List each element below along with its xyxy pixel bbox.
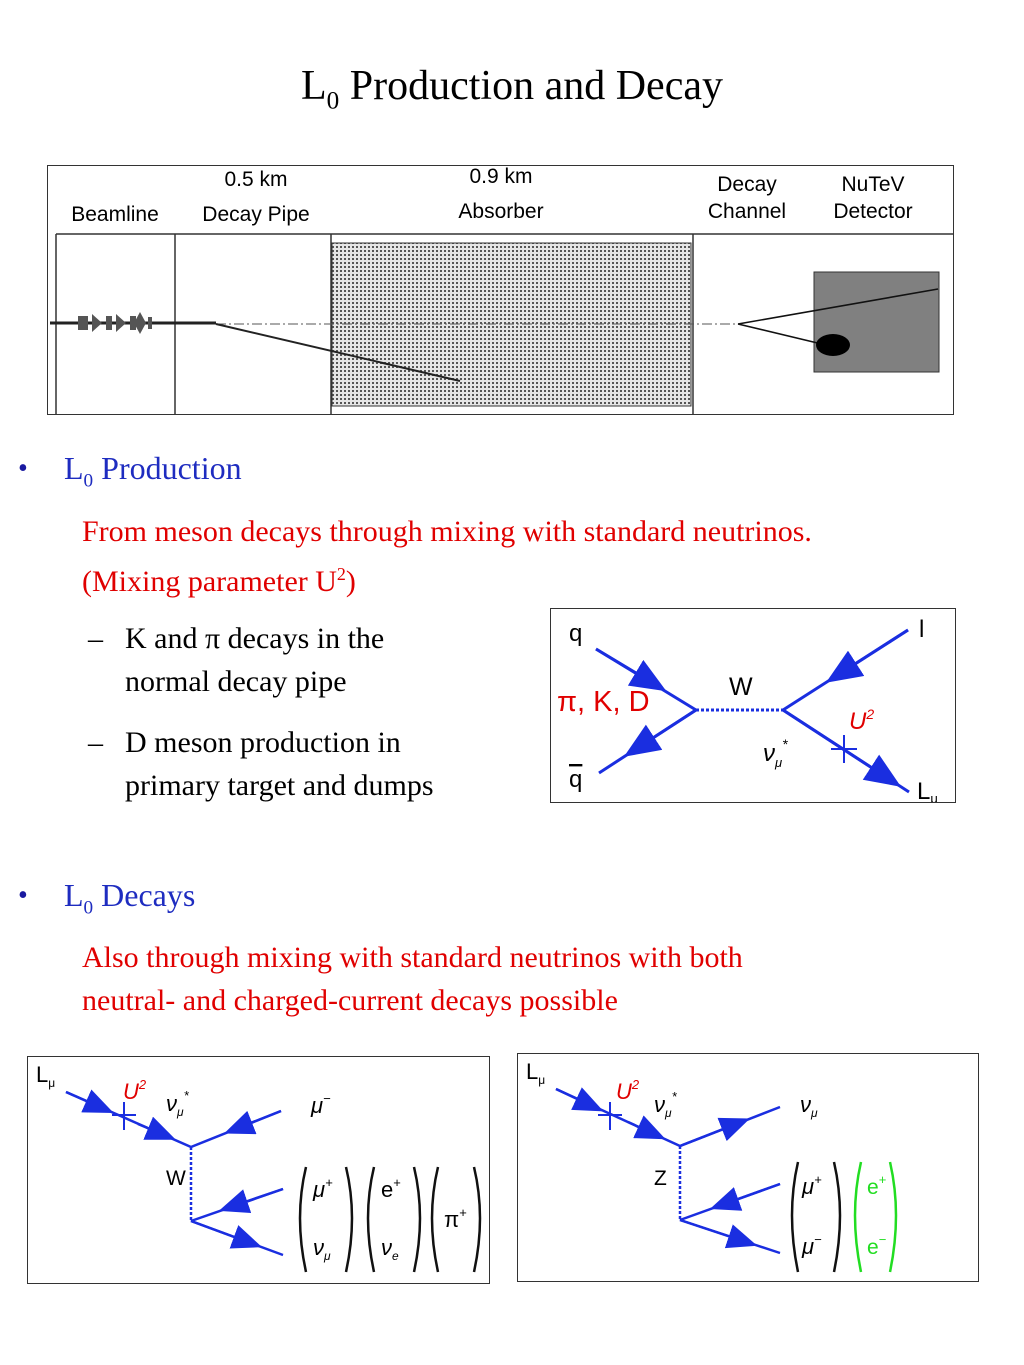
label-mu-minus: μ− (311, 1091, 331, 1118)
label-mu-minus: μ− (802, 1232, 822, 1259)
nutev-detector (814, 272, 939, 372)
beamline-diagram (47, 165, 954, 415)
label-detector-1: NuTeV (841, 173, 905, 196)
production-feynman-diagram (550, 608, 956, 803)
label-decay-channel-2: Channel (707, 200, 787, 223)
heading-decays: $L_0$ Decays (64, 877, 196, 919)
label-u2: $U^2$ (616, 1077, 640, 1104)
label-meson: π, K, D (557, 686, 650, 718)
label-nu-star: $\nu_\mu^*$ (166, 1088, 189, 1119)
label-absorber-length: 0.9 km (469, 166, 533, 188)
label-mu-plus: μ+ (313, 1175, 333, 1202)
cc-decay-diagram (27, 1056, 490, 1284)
label-L-mu: $L_\mu$ (36, 1062, 56, 1090)
label-decay-pipe: Decay Pipe (202, 203, 310, 226)
bullet-production: • (18, 453, 28, 484)
label-z-boson: Z (654, 1167, 667, 1190)
label-w-boson: W (166, 1167, 186, 1190)
label-decay-channel-1: Decay (717, 173, 777, 196)
label-e-minus: e− (867, 1232, 887, 1259)
label-L-mu: $L_\mu$ (526, 1059, 546, 1087)
label-u2: $U^2$ (123, 1077, 147, 1104)
label-nu-mu-out: $\nu_\mu$ (800, 1092, 818, 1120)
label-q: q (569, 620, 583, 647)
label-mu-plus: μ+ (802, 1172, 822, 1199)
heading-production: $L_0$ Production (64, 450, 242, 492)
label-L-mu: Lμ (917, 778, 938, 802)
label-decay-pipe-length: 0.5 km (224, 168, 288, 191)
sub-item-2: – D meson production in primary target and dumps (88, 726, 434, 802)
label-nu-e: $\nu_e$ (381, 1235, 399, 1263)
label-qbar: q (569, 766, 583, 793)
label-absorber: Absorber (458, 200, 544, 223)
label-nu-star: $\nu_\mu^*$ (763, 736, 788, 770)
label-u2: $U^2$ (849, 706, 875, 735)
nc-decay-diagram (517, 1053, 979, 1282)
label-detector-2: Detector (833, 200, 913, 223)
label-w-boson: W (729, 673, 753, 701)
sub-item-1: – K and π decays in the normal decay pipe (88, 622, 385, 698)
label-pi-plus: π+ (444, 1205, 467, 1232)
decays-description: Also through mixing with standard neutrinos with both neutral- and charged-current decays possible (82, 941, 743, 1017)
bullet-decays: • (18, 880, 28, 911)
label-beamline: Beamline (71, 203, 159, 226)
label-nu-star: $\nu_\mu^*$ (654, 1089, 677, 1120)
label-e-plus: e+ (381, 1175, 401, 1202)
label-lepton: l (919, 616, 925, 643)
label-e-plus: e+ (867, 1172, 887, 1199)
label-nu-mu: $\nu_\mu$ (313, 1235, 331, 1263)
page-title: $L_0$ Production and Decay (301, 63, 723, 115)
production-description: From meson decays through mixing with standard neutrinos. (Mixing parameter $U^2$) (82, 515, 812, 598)
